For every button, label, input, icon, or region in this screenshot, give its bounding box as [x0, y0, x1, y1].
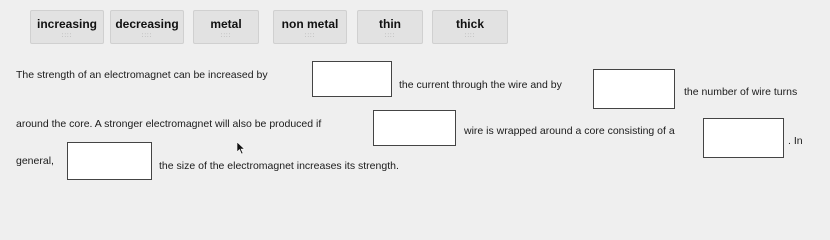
- word-chip-non-metal[interactable]: [273, 10, 347, 44]
- passage-text: around the core. A stronger electromagnet will also be produced if: [16, 118, 322, 130]
- drag-handle-icon: ::::: [220, 33, 232, 39]
- drag-handle-icon: ::::: [141, 33, 153, 39]
- blank-5-drop-zone[interactable]: [67, 142, 152, 180]
- drag-handle-icon: ::::: [61, 33, 73, 39]
- passage-text: . In: [788, 135, 803, 147]
- passage-text: wire is wrapped around a core consisting of a: [464, 125, 675, 137]
- cursor-icon: [237, 142, 245, 154]
- drag-handle-icon: ::::: [384, 33, 396, 39]
- chip-label: non metal: [281, 17, 339, 31]
- word-chip-thin[interactable]: [357, 10, 423, 44]
- passage-text: general,: [16, 155, 54, 167]
- word-chip-decreasing[interactable]: [110, 10, 184, 44]
- word-chip-thick[interactable]: [432, 10, 508, 44]
- drag-handle-icon: ::::: [464, 33, 476, 39]
- passage-text: the size of the electromagnet increases its strength.: [159, 160, 399, 172]
- blank-1-drop-zone[interactable]: [312, 61, 392, 97]
- passage-text: The strength of an electromagnet can be increased by: [16, 69, 268, 81]
- chip-label: increasing: [36, 17, 98, 31]
- blank-4-drop-zone[interactable]: [703, 118, 784, 158]
- word-bank: [0, 0, 830, 52]
- chip-label: decreasing: [115, 17, 179, 31]
- passage-text: the current through the wire and by: [399, 79, 562, 91]
- chip-label: thin: [379, 17, 401, 31]
- chip-label: thick: [455, 17, 484, 31]
- word-chip-increasing[interactable]: [30, 10, 104, 44]
- passage-text: the number of wire turns: [684, 86, 798, 98]
- drag-handle-icon: ::::: [304, 33, 316, 39]
- blank-3-drop-zone[interactable]: [373, 110, 456, 146]
- blank-2-drop-zone[interactable]: [593, 69, 675, 109]
- word-chip-metal[interactable]: [193, 10, 259, 44]
- chip-label: metal: [210, 17, 242, 31]
